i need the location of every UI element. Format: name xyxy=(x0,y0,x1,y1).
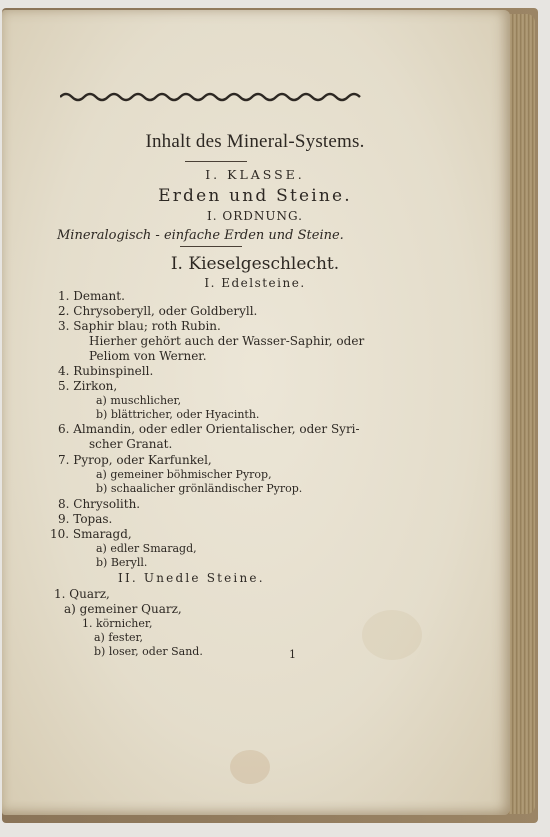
list-item: 1. Demant. xyxy=(58,289,125,303)
list-subitem: b) Beryll. xyxy=(96,556,148,569)
list-subitem: a) muschlicher, xyxy=(96,394,182,407)
title-rule xyxy=(185,161,247,162)
page-number: 1 xyxy=(289,648,296,661)
list-item: Peliom von Werner. xyxy=(89,349,207,363)
geschlecht-heading: I. Kieselgeschlecht. xyxy=(170,254,340,274)
list-subitem: b) loser, oder Sand. xyxy=(94,645,203,658)
list-subitem: a) gemeiner Quarz, xyxy=(64,602,182,616)
ordnung-name: Mineralogisch - einfache Erden und Steine. xyxy=(57,228,344,243)
wavy-ornament xyxy=(60,91,362,103)
list-item: 4. Rubinspinell. xyxy=(58,364,154,378)
klasse-heading: I. KLASSE. xyxy=(205,167,305,182)
ordnung-heading: I. ORDNUNG. xyxy=(207,209,303,223)
list-item: 6. Almandin, oder edler Orientalischer, oder Syri- xyxy=(58,422,360,436)
list-item: 3. Saphir blau; roth Rubin. xyxy=(58,319,221,333)
list-item: 9. Topas. xyxy=(58,512,113,526)
ordnung-rule xyxy=(180,246,242,247)
list-subitem: a) gemeiner böhmischer Pyrop, xyxy=(96,468,272,481)
list-item: Hierher gehört auch der Wasser-Saphir, oder xyxy=(89,334,365,348)
list-subitem: b) schaalicher grönländischer Pyrop. xyxy=(96,482,303,495)
list-subitem: a) fester, xyxy=(94,631,144,644)
klasse-name: Erden und Steine. xyxy=(158,186,352,206)
list-item: 1. Quarz, xyxy=(54,587,110,601)
list-subitem: a) edler Smaragd, xyxy=(96,542,197,555)
list-item: scher Granat. xyxy=(89,437,173,451)
list-item: 10. Smaragd, xyxy=(50,527,132,541)
group-heading: I. Edelsteine. xyxy=(204,276,306,290)
list-subitem: 1. körnicher, xyxy=(82,617,153,630)
foxing-stain xyxy=(362,610,422,660)
list-item: 7. Pyrop, oder Karfunkel, xyxy=(58,453,212,467)
foxing-stain xyxy=(230,750,270,784)
list-subitem: b) blättricher, oder Hyacinth. xyxy=(96,408,260,421)
list-item: 8. Chrysolith. xyxy=(58,497,141,511)
list-item: 5. Zirkon, xyxy=(58,379,118,393)
list-item: 2. Chrysoberyll, oder Goldberyll. xyxy=(58,304,258,318)
group-heading-unedle: II. Unedle Steine. xyxy=(118,571,265,585)
page-title: Inhalt des Mineral-Systems. xyxy=(145,131,365,152)
